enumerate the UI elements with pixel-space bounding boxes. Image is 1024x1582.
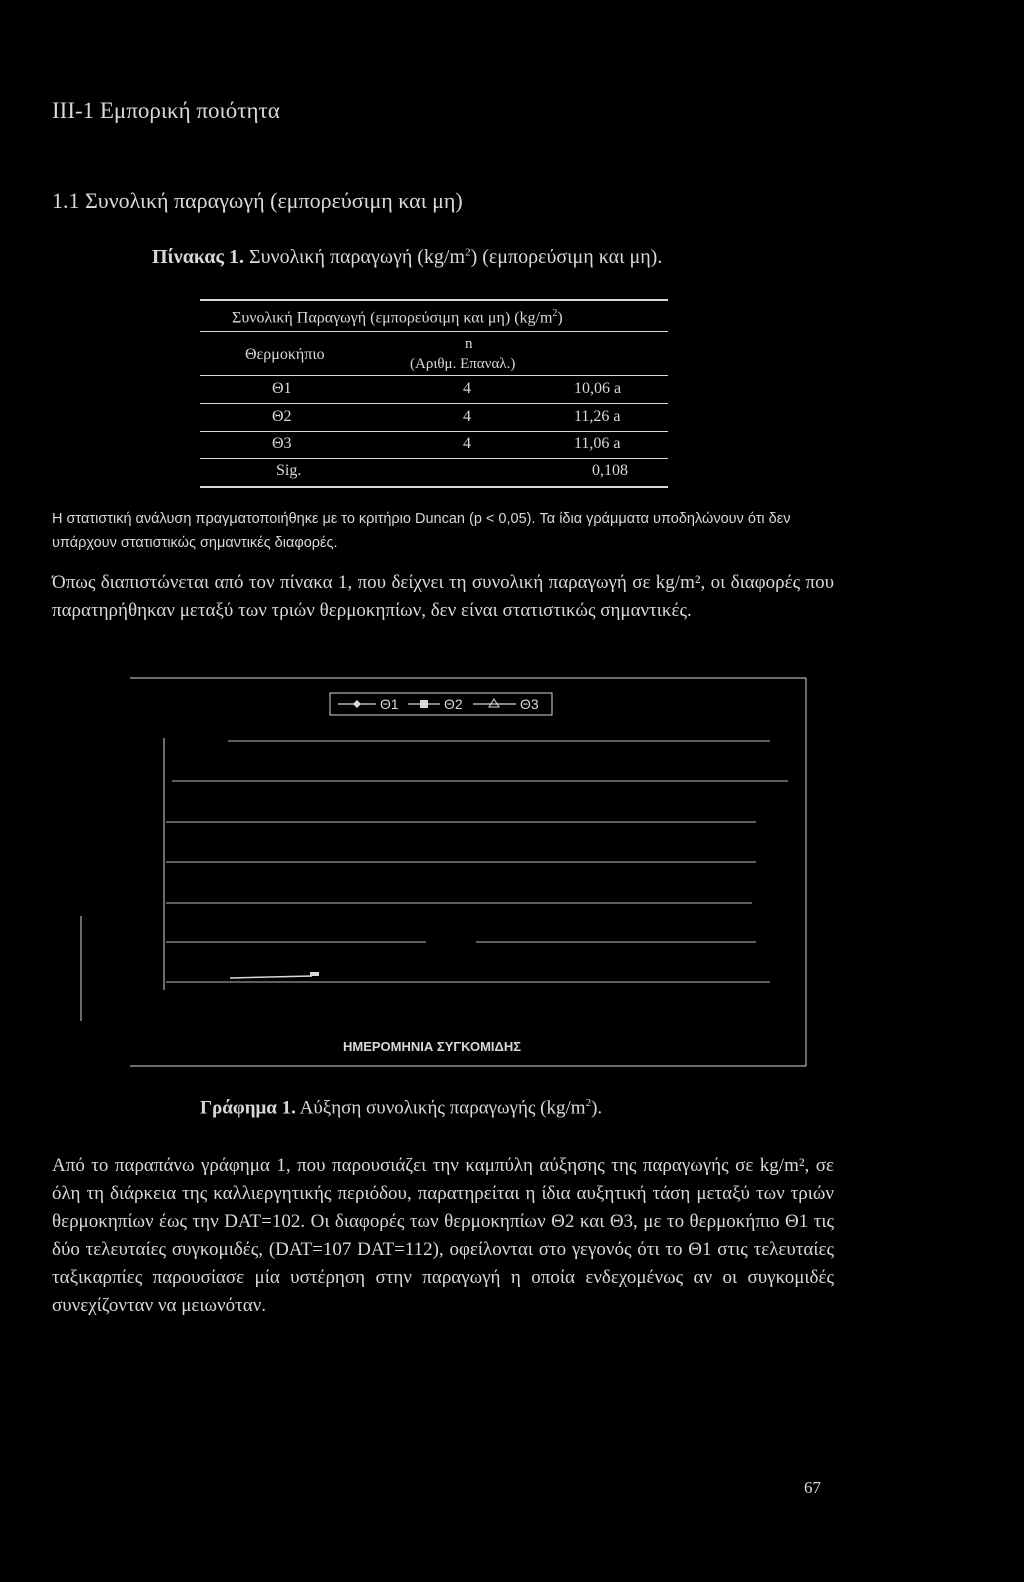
row-name-1: Θ1 xyxy=(272,380,292,397)
paragraph-2: Από το παραπάνω γράφημα 1, που παρουσιάζει την καμπύλη αύξησης της παραγωγής σε kg/m², σε όλη τη διάρκεια της καλλιεργητικής περιόδου, παρατηρείται η ίδια αυξητική τάση μεταξύ των τριών θερμοκηπίων έως την DAT=102. Οι διαφορές των θερμοκηπίων Θ2 και Θ3, με το θερμοκήπιο Θ1 τις δύο τελευταίες συγκομιδές, (DAT=107 DAT=112), οφείλονται στο γεγονός ότι το Θ1 στις τελευταίες ταξικαρπίες παρουσίασε μία υστέρηση στην παραγωγή η οποία ενδεχομένως αν οι συγκομιδές συνεχίζονταν να μειωνόταν. xyxy=(52,1155,834,1316)
table-header-close: ) xyxy=(557,309,563,327)
paragraph-1: Όπως διαπιστώνεται από τον πίνακα 1, που δείχνει τη συνολική παραγωγή σε kg/m², οι διαφορές που παρατηρήθηκαν μεταξύ των τριών θερμοκηπίων, δεν είναι στατιστικώς σημαντικές. xyxy=(52,572,834,621)
section-title: III-1 Εμπορική ποιότητα xyxy=(52,98,280,123)
table-header-main xyxy=(232,308,563,327)
col-n: n xyxy=(465,336,473,352)
table-caption-label: Πίνακας 1. xyxy=(152,246,244,268)
sig-label: Sig. xyxy=(276,462,302,479)
row-value-2: 11,26 a xyxy=(574,408,621,425)
col-greenhouse: Θερμοκήπιο xyxy=(245,346,325,363)
triangle-marker-icon xyxy=(489,699,499,707)
table-top-rule xyxy=(200,299,668,301)
row-rule-3 xyxy=(200,458,668,459)
page-number: 67 xyxy=(804,1478,821,1497)
table-header-text: Συνολική Παραγωγή (εμπορεύσιμη και μη) (kg/m xyxy=(232,309,553,327)
legend-label-1: Θ1 xyxy=(380,696,399,712)
subsection-title: 1.1 Συνολική παραγωγή (εμπορεύσιμη και μη) xyxy=(52,188,463,213)
table-caption-text: Συνολική παραγωγή (kg/m xyxy=(243,246,466,268)
legend-item-3 xyxy=(473,696,539,712)
legend-item-1 xyxy=(338,696,399,712)
table-subheader-rule xyxy=(200,331,668,332)
table-caption xyxy=(152,246,662,269)
row-rule-1 xyxy=(200,403,668,404)
series-marker xyxy=(310,972,319,976)
row-name-3: Θ3 xyxy=(272,435,292,452)
legend-label-3: Θ3 xyxy=(520,696,539,712)
row-value-1: 10,06 a xyxy=(574,380,622,397)
x-axis-label: ΗΜΕΡΟΜΗΝΙΑ ΣΥΓΚΟΜΙΔΗΣ xyxy=(343,1039,522,1054)
table-caption-tail: ) (εμπορεύσιμη και μη). xyxy=(470,246,663,268)
row-n-3: 4 xyxy=(463,435,471,452)
graph-caption xyxy=(200,1097,602,1119)
graph-caption-text: Αύξηση συνολικής παραγωγής (kg/m xyxy=(295,1097,586,1119)
diamond-marker-icon xyxy=(353,700,361,708)
growth-chart xyxy=(80,676,812,1076)
graph-caption-tail: ). xyxy=(591,1097,603,1119)
row-name-2: Θ2 xyxy=(272,408,292,425)
table-header-rule xyxy=(200,375,668,376)
table-header-sup: 2 xyxy=(552,308,558,319)
row-n-2: 4 xyxy=(463,408,471,425)
table-caption-sup: 2 xyxy=(465,246,471,259)
square-marker-icon xyxy=(420,700,428,708)
row-rule-2 xyxy=(200,431,668,432)
row-n-1: 4 xyxy=(463,380,471,397)
graph-caption-sup: 2 xyxy=(585,1097,592,1109)
table-note: Η στατιστική ανάλυση πραγματοποιήθηκε με το κριτήριο Duncan (p < 0,05). Τα ίδια γράμματα υποδηλώνουν ότι δεν υπάρχουν στατιστικώς σημαντικές διαφορές. xyxy=(52,511,791,551)
legend-label-2: Θ2 xyxy=(444,696,463,712)
col-n-sub: (Αριθμ. Επαναλ.) xyxy=(410,356,516,372)
series-trace xyxy=(230,976,312,978)
row-value-3: 11,06 a xyxy=(574,435,621,452)
legend-item-2 xyxy=(408,696,463,712)
table-bottom-rule xyxy=(200,486,668,488)
graph-caption-label: Γράφημα 1. xyxy=(200,1097,296,1119)
sig-value: 0,108 xyxy=(592,462,628,479)
